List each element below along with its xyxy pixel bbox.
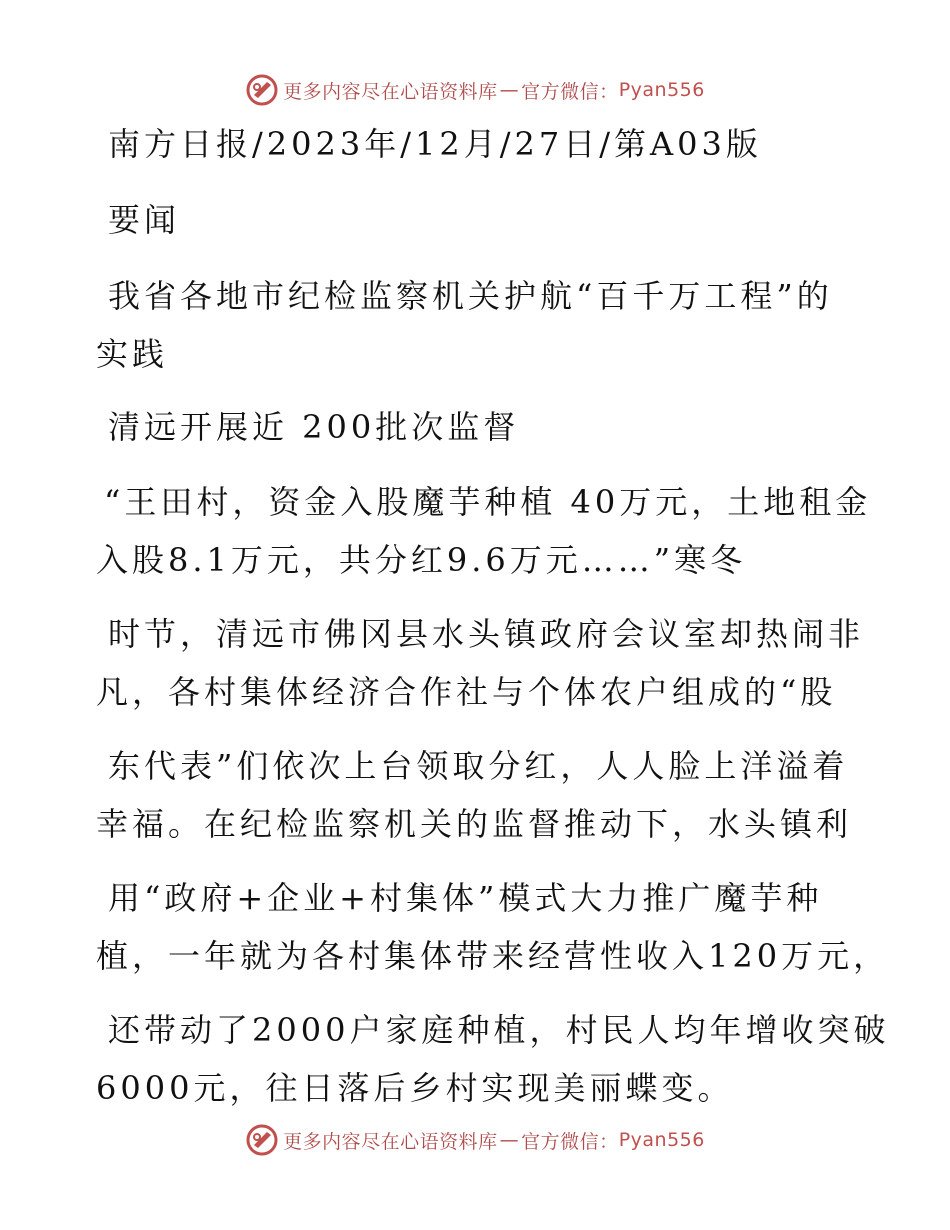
section-label: 要闻 — [108, 201, 181, 239]
body-line: 入股8.1万元，共分红9.6万元……”寒冬 — [96, 541, 747, 579]
watermark-official-label: 官方微信： — [521, 1130, 619, 1153]
body-line: 凡，各村集体经济合作社与个体农户组成的“股 — [96, 673, 837, 711]
watermark-account: Pyan556 — [618, 79, 705, 101]
body-line: 植，一年就为各村集体带来经营性收入120万元， — [96, 937, 890, 975]
watermark-text: 更多内容尽在心语资料库 — [283, 80, 498, 103]
body-line: 东代表”们依次上台领取分红，人人脸上洋溢着 — [108, 747, 849, 785]
body-line: 还带动了2000户家庭种植，村民人均年增收突破 — [108, 1011, 890, 1049]
header-watermark — [0, 70, 950, 110]
body-line: 时节，清远市佛冈县水头镇政府会议室却热闹非 — [108, 615, 865, 653]
source-line: 南方日报/2023年/12月/27日/第A03版 — [108, 125, 762, 163]
watermark-text: 更多内容尽在心语资料库 — [283, 1130, 498, 1153]
body-line: 用“政府+企业+村集体”模式大力推广魔芋种 — [108, 879, 823, 917]
brand-logo-icon — [245, 1123, 279, 1157]
series-title-line-1: 我省各地市纪检监察机关护航“百千万工程”的 — [108, 277, 833, 315]
brand-logo-icon — [245, 73, 279, 107]
body-line: 6000元，往日落后乡村实现美丽蝶变。 — [96, 1069, 734, 1107]
watermark-separator: — — [499, 1129, 520, 1151]
headline: 清远开展近 200批次监督 — [108, 408, 520, 446]
watermark-account: Pyan556 — [618, 1129, 705, 1151]
footer-watermark — [0, 1120, 950, 1160]
watermark-official-label: 官方微信： — [521, 80, 619, 103]
body-line: “王田村，资金入股魔芋种植 40万元，土地租金 — [104, 483, 872, 521]
series-title-line-2: 实践 — [96, 335, 169, 373]
body-line: 幸福。在纪检监察机关的监督推动下，水头镇利 — [96, 805, 853, 843]
watermark-separator: — — [499, 79, 520, 101]
